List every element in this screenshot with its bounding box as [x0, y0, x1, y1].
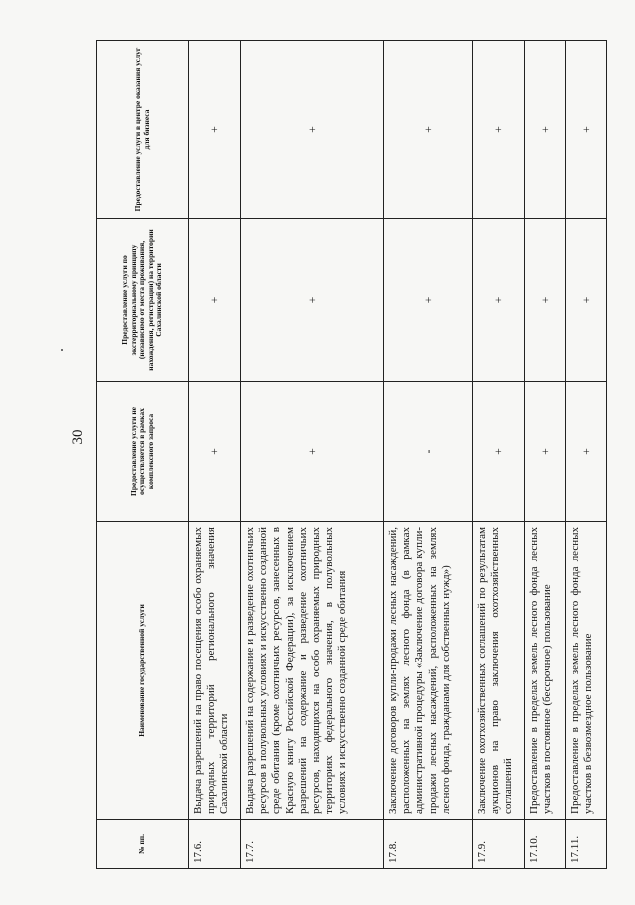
service-name: Заключение охотхозяйственных соглашений по результатам аукционов на право заключения охотхозяйственных соглашений: [473, 522, 525, 820]
table-row: [525, 41, 566, 869]
header-complex-request: Предоставление услуги не осуществляется в рамках комплексного запроса: [97, 382, 189, 522]
table-row: [241, 41, 384, 869]
mark-complex-request: -: [384, 382, 473, 522]
mark-extraterritorial: +: [473, 219, 525, 382]
row-number: 17.8.: [384, 820, 473, 869]
mark-business-center: +: [384, 41, 473, 219]
header-service-name: Наименование государственной услуги: [97, 522, 189, 820]
service-name: Заключение договоров купли-продажи лесных насаждений, расположенных на землях лесного фонда (в рамках административной процедуры «Заключение договора купли-продажи лесных насаждений, расположенных на землях лесного фонда, гражданами для собственных нужд»): [384, 522, 473, 820]
row-number: 17.7.: [241, 820, 384, 869]
row-number: 17.11.: [566, 820, 607, 869]
mark-complex-request: +: [525, 382, 566, 522]
mark-complex-request: +: [189, 382, 241, 522]
mark-extraterritorial: +: [566, 219, 607, 382]
header-extraterritorial: Предоставление услуги по экстерриториальному принципу (независимо от места проживания, нахождения, регистрации) на территории Сахалинской области: [97, 219, 189, 382]
table-row: [566, 41, 607, 869]
mark-business-center: +: [473, 41, 525, 219]
mark-business-center: +: [566, 41, 607, 219]
mark-extraterritorial: +: [189, 219, 241, 382]
row-number: 17.9.: [473, 820, 525, 869]
mark-complex-request: +: [566, 382, 607, 522]
page-number: 30: [70, 429, 86, 445]
table-row: [189, 41, 241, 869]
service-name: Выдача разрешений на право посещения особо охраняемых природных территорий регионального значения Сахалинской области: [189, 522, 241, 820]
table-header-row: [97, 41, 189, 869]
table-row: [473, 41, 525, 869]
services-table: [96, 40, 607, 869]
row-number: 17.6.: [189, 820, 241, 869]
mark-extraterritorial: +: [525, 219, 566, 382]
mark-extraterritorial: +: [384, 219, 473, 382]
service-name: Предоставление в пределах земель лесного фонда лесных участков в постоянное (бессрочное) пользование: [525, 522, 566, 820]
table-row: [384, 41, 473, 869]
header-number: № пп.: [97, 820, 189, 869]
header-business-center: Предоставление услуги в центре оказания услуг для бизнеса: [97, 41, 189, 219]
service-name: Предоставление в пределах земель лесного фонда лесных участков в безвозмездное пользование: [566, 522, 607, 820]
mark-complex-request: +: [473, 382, 525, 522]
mark-business-center: +: [525, 41, 566, 219]
service-name: Выдача разрешений на содержание и разведение охотничьих ресурсов в полувольных условиях и искусственно созданной среде обитания (кроме охотничьих ресурсов, занесенных в Красную книгу Российской Федерации), за исключением разрешений на содержание и разведение охотничьих ресурсов, находящихся на особо охраняемых природных территориях федерального значения, в полувольных условиях и искусственно созданной среде обитания: [241, 522, 384, 820]
row-number: 17.10.: [525, 820, 566, 869]
mark-business-center: +: [189, 41, 241, 219]
mark-business-center: +: [241, 41, 384, 219]
mark-complex-request: +: [241, 382, 384, 522]
mark-extraterritorial: +: [241, 219, 384, 382]
